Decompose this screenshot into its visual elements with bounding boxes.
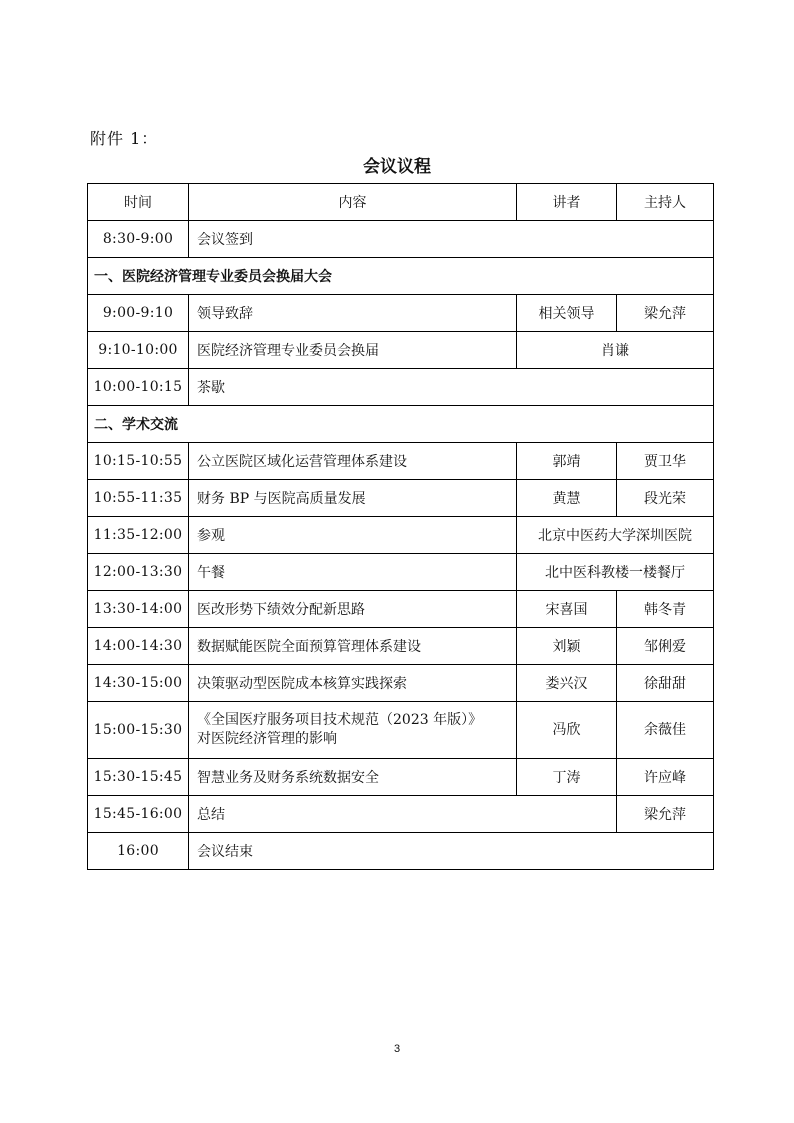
host-cell: 许应峰 xyxy=(617,759,714,796)
header-host: 主持人 xyxy=(617,184,714,221)
page-title: 会议议程 xyxy=(363,157,431,177)
section-heading: 二、学术交流 xyxy=(88,406,714,443)
table-row xyxy=(88,369,714,406)
host-cell: 韩冬青 xyxy=(617,591,714,628)
content-cell: 数据赋能医院全面预算管理体系建设 xyxy=(189,628,517,665)
header-time: 时间 xyxy=(88,184,189,221)
table-row xyxy=(88,591,714,628)
table-row xyxy=(88,796,714,833)
content-cell: 总结 xyxy=(189,796,617,833)
table-row xyxy=(88,221,714,258)
content-cell: 智慧业务及财务系统数据安全 xyxy=(189,759,517,796)
time-cell: 9:10-10:00 xyxy=(88,332,189,369)
time-cell: 10:55-11:35 xyxy=(88,480,189,517)
speaker-cell: 相关领导 xyxy=(517,295,617,332)
host-cell: 余薇佳 xyxy=(617,702,714,759)
host-cell: 段光荣 xyxy=(617,480,714,517)
host-cell: 贾卫华 xyxy=(617,443,714,480)
time-cell: 15:30-15:45 xyxy=(88,759,189,796)
table-row xyxy=(88,295,714,332)
section-heading: 一、医院经济管理专业委员会换届大会 xyxy=(88,258,714,295)
content-cell: 财务 BP 与医院高质量发展 xyxy=(189,480,517,517)
time-cell: 12:00-13:30 xyxy=(88,554,189,591)
host-cell: 梁允萍 xyxy=(617,295,714,332)
location-cell: 北中医科教楼一楼餐厅 xyxy=(517,554,714,591)
content-cell: 公立医院区域化运营管理体系建设 xyxy=(189,443,517,480)
speaker-cell: 宋喜国 xyxy=(517,591,617,628)
content-cell: 医改形势下绩效分配新思路 xyxy=(189,591,517,628)
table-header-row xyxy=(88,184,714,221)
header-content: 内容 xyxy=(189,184,517,221)
content-cell: 医院经济管理专业委员会换届 xyxy=(189,332,517,369)
time-cell: 11:35-12:00 xyxy=(88,517,189,554)
time-cell: 14:30-15:00 xyxy=(88,665,189,702)
content-cell: 会议签到 xyxy=(189,221,714,258)
speaker-host-cell: 肖谦 xyxy=(517,332,714,369)
speaker-cell: 丁涛 xyxy=(517,759,617,796)
table-row xyxy=(88,480,714,517)
table-row xyxy=(88,833,714,870)
table-row xyxy=(88,665,714,702)
content-cell: 领导致辞 xyxy=(189,295,517,332)
time-cell: 16:00 xyxy=(88,833,189,870)
speaker-cell: 刘颖 xyxy=(517,628,617,665)
time-cell: 14:00-14:30 xyxy=(88,628,189,665)
table-row xyxy=(88,517,714,554)
time-cell: 10:15-10:55 xyxy=(88,443,189,480)
location-cell: 北京中医药大学深圳医院 xyxy=(517,517,714,554)
content-cell: 决策驱动型医院成本核算实践探索 xyxy=(189,665,517,702)
content-cell: 茶歇 xyxy=(189,369,714,406)
content-line: 《全国医疗服务项目技术规范（2023 年版）》 xyxy=(197,712,483,728)
table-row xyxy=(88,759,714,796)
host-cell: 邹俐爱 xyxy=(617,628,714,665)
speaker-cell: 郭靖 xyxy=(517,443,617,480)
content-cell: 午餐 xyxy=(189,554,517,591)
time-cell: 10:00-10:15 xyxy=(88,369,189,406)
content-cell: 会议结束 xyxy=(189,833,714,870)
speaker-cell: 黄慧 xyxy=(517,480,617,517)
table-row xyxy=(88,702,714,759)
time-cell: 15:00-15:30 xyxy=(88,702,189,759)
table-row xyxy=(88,554,714,591)
agenda-table xyxy=(87,183,714,870)
section-row xyxy=(88,258,714,295)
content-line: 对医院经济管理的影响 xyxy=(197,731,337,747)
time-cell: 8:30-9:00 xyxy=(88,221,189,258)
content-cell: 参观 xyxy=(189,517,517,554)
host-cell: 徐甜甜 xyxy=(617,665,714,702)
header-speaker: 讲者 xyxy=(517,184,617,221)
table-row xyxy=(88,443,714,480)
speaker-cell: 娄兴汉 xyxy=(517,665,617,702)
table-row xyxy=(88,332,714,369)
time-cell: 9:00-9:10 xyxy=(88,295,189,332)
section-row xyxy=(88,406,714,443)
time-cell: 15:45-16:00 xyxy=(88,796,189,833)
host-cell: 梁允萍 xyxy=(617,796,714,833)
content-cell xyxy=(189,702,517,759)
page-number: 3 xyxy=(393,1043,401,1055)
table-row xyxy=(88,628,714,665)
attachment-label: 附件 1： xyxy=(90,129,159,148)
speaker-cell: 冯欣 xyxy=(517,702,617,759)
time-cell: 13:30-14:00 xyxy=(88,591,189,628)
